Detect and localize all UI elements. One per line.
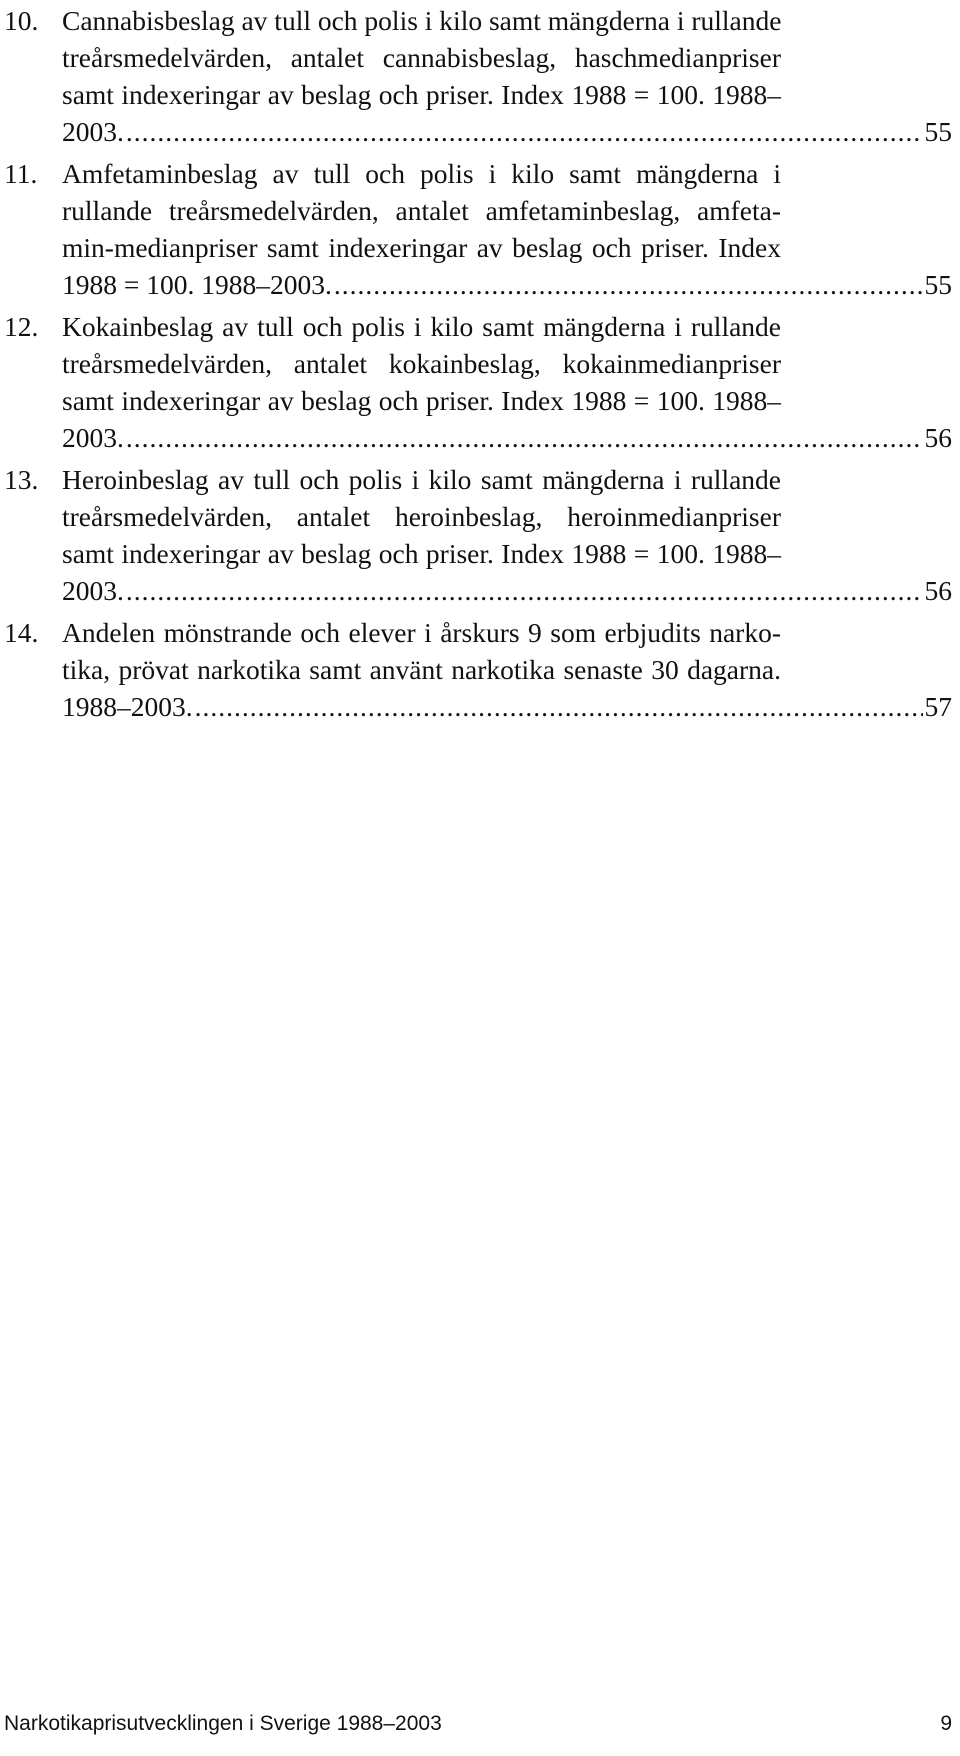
footer-page-number: 9 xyxy=(940,1712,952,1735)
dot-leader xyxy=(195,688,923,725)
toc-entry-11[interactable] xyxy=(0,155,960,303)
toc-entry-text: Kokainbeslag av tull och polis i kilo samt mängderna i rullande xyxy=(62,311,781,342)
toc-entry-number: 13. xyxy=(4,464,39,495)
dot-leader xyxy=(126,419,923,456)
toc-entry-number: 12. xyxy=(4,311,39,342)
toc-page-number[interactable]: 56 xyxy=(924,575,952,606)
toc-entry-text: samt indexeringar av beslag och priser. Index 1988 = 100. 1988– xyxy=(62,385,781,416)
toc-page-number[interactable]: 55 xyxy=(924,116,952,147)
dot-leader xyxy=(126,572,923,609)
toc-entry-text: 1988–2003. xyxy=(62,691,193,722)
page-footer xyxy=(4,1712,952,1736)
footer-title: Narkotikaprisutvecklingen i Sverige 1988–2003 xyxy=(4,1712,442,1735)
dot-leader xyxy=(126,113,923,150)
toc-page-number[interactable]: 57 xyxy=(924,691,952,722)
toc-entry-text: 1988 = 100. 1988–2003. xyxy=(62,269,332,300)
toc-entry-text: Amfetaminbeslag av tull och polis i kilo samt mängderna i xyxy=(62,158,781,189)
toc-entry-number: 11. xyxy=(4,158,38,189)
toc-page-number[interactable]: 55 xyxy=(924,269,952,300)
toc-entry-text: Cannabisbeslag av tull och polis i kilo samt mängderna i rullande xyxy=(62,5,782,36)
toc-entry-text: 2003. xyxy=(62,422,124,453)
toc-entry-text: samt indexeringar av beslag och priser. Index 1988 = 100. 1988– xyxy=(62,79,781,110)
toc-entry-text: treårsmedelvärden, antalet heroinbeslag, heroinmedianpriser xyxy=(62,501,781,532)
toc-entry-14[interactable] xyxy=(0,614,960,725)
toc-entry-text: Andelen mönstrande och elever i årskurs 9 som erbjudits narko- xyxy=(62,617,781,648)
toc-entry-12[interactable] xyxy=(0,308,960,456)
toc-entry-number: 10. xyxy=(4,5,39,36)
toc-entry-text: treårsmedelvärden, antalet kokainbeslag, kokainmedianpriser xyxy=(62,348,781,379)
table-of-contents xyxy=(0,0,960,730)
toc-entry-13[interactable] xyxy=(0,461,960,609)
toc-entry-text: Heroinbeslag av tull och polis i kilo samt mängderna i rullande xyxy=(62,464,781,495)
toc-entry-text: min-medianpriser samt indexeringar av beslag och priser. Index xyxy=(62,232,781,263)
toc-entry-number: 14. xyxy=(4,617,39,648)
toc-page-number[interactable]: 56 xyxy=(924,422,952,453)
toc-entry-text: tika, prövat narkotika samt använt narkotika senaste 30 dagarna. xyxy=(62,654,781,685)
toc-entry-text: rullande treårsmedelvärden, antalet amfetaminbeslag, amfeta- xyxy=(62,195,781,226)
toc-entry-10[interactable] xyxy=(0,2,960,150)
toc-entry-text: 2003. xyxy=(62,116,124,147)
toc-entry-text: 2003. xyxy=(62,575,124,606)
toc-entry-text: treårsmedelvärden, antalet cannabisbeslag, haschmedianpriser xyxy=(62,42,781,73)
dot-leader xyxy=(334,266,923,303)
toc-entry-text: samt indexeringar av beslag och priser. Index 1988 = 100. 1988– xyxy=(62,538,781,569)
